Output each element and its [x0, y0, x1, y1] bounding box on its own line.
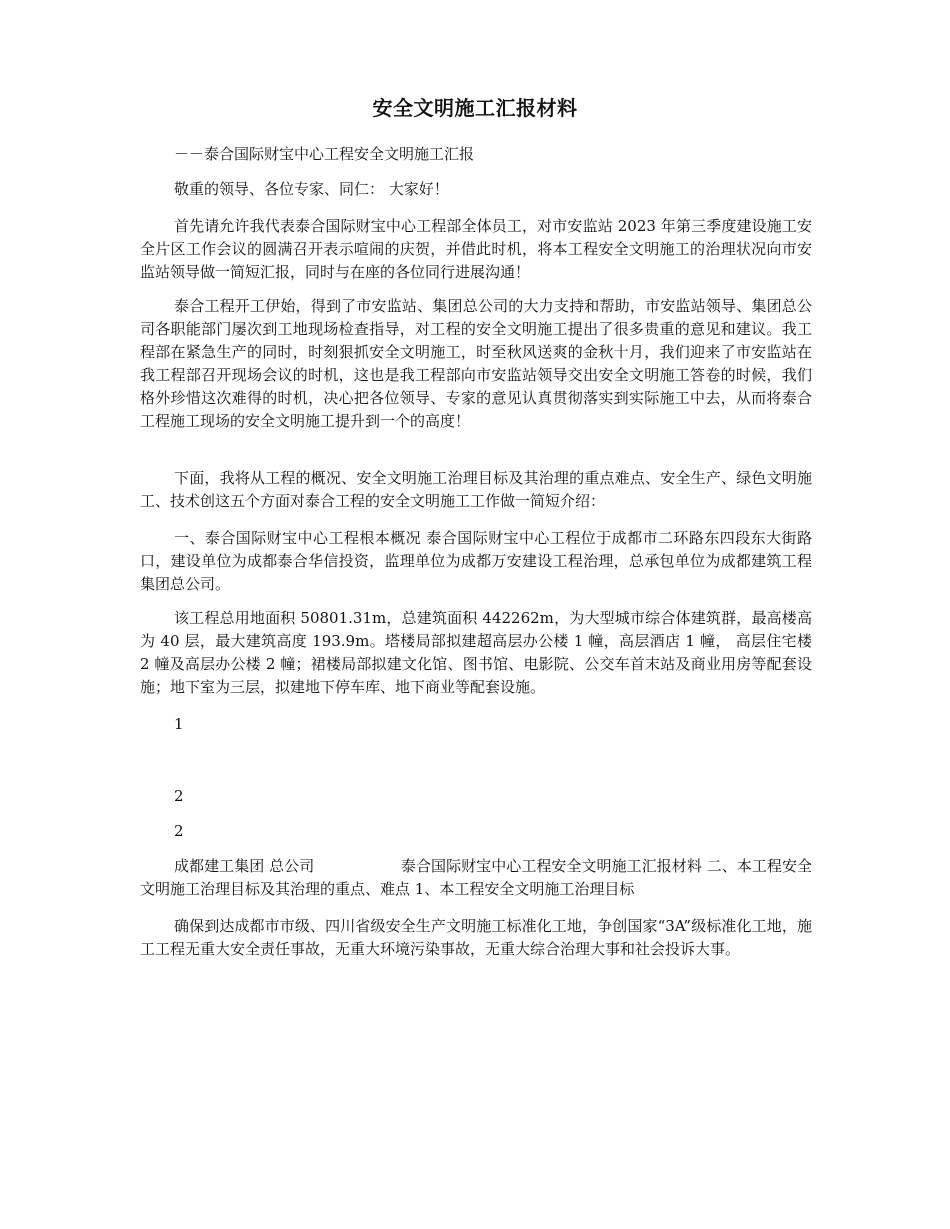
page-mark: 2: [174, 822, 184, 840]
document-title: 安全文明施工汇报材料: [372, 96, 578, 120]
paragraph-project-scale: 该工程总用地面积 50801.31m，总建筑面积 442262m，为大型城市综合体建筑群，最高楼高为 40 层，最大建筑高度 193.9m。塔楼局部拟建超高层办公楼 1 幢，高层酒店 1 幢， 高层住宅楼 2 幢及高层办公楼 2 幢；裙楼局部拟建文化馆、图书馆、电影院、公交车首末站及商业用房等配套设施；地下室为三层，拟建地下停车库、地下商业等配套设施。: [140, 609, 812, 696]
paragraph-background: 泰合工程开工伊始，得到了市安监站、集团总公司的大力支持和帮助，市安监站领导、集团总公司各职能部门屡次到工地现场检查指导，对工程的安全文明施工提出了很多贵重的意见和建议。我工程部在紧急生产的同时，时刻狠抓安全文明施工，时至秋风送爽的金秋十月，我们迎来了市安监站在我工程部召开现场会议的时机，这也是我工程部向市安监站领导交出安全文明施工答卷的时候，我们格外珍惜这次难得的时机，决心把各位领导、专家的意见认真贯彻落实到实际施工中去，从而将泰合工程施工现场的安全文明施工提升到一个的高度！: [140, 297, 812, 430]
paragraph-opening: 首先请允许我代表泰合国际财宝中心工程部全体员工，对市安监站 2023 年第三季度建设施工安全片区工作会议的圆满召开表示喧闹的庆贺，并借此时机，将本工程安全文明施工的治理状况向市安监站领导做一简短汇报，同时与在座的各位同行进展沟通！: [140, 217, 812, 281]
document-subtitle: －－泰合国际财宝中心工程安全文明施工汇报: [174, 145, 475, 163]
paragraph-overview: 一、泰合国际财宝中心工程根本概况 泰合国际财宝中心工程位于成都市二环路东四段东大街路口，建设单位为成都泰合华信投资，监理单位为成都万安建设工程治理，总承包单位为成都建筑工程集团总公司。: [140, 529, 812, 593]
section-heading-line: 成都建工集团 总公司 泰合国际财宝中心工程安全文明施工汇报材料 二、本工程安全文明施工治理目标及其治理的重点、难点 1、本工程安全文明施工治理目标: [140, 857, 812, 898]
page-mark: 2: [174, 787, 184, 805]
paragraph-outline: 下面，我将从工程的概况、安全文明施工治理目标及其治理的重点难点、安全生产、绿色文明施工、技术创这五个方面对泰合工程的安全文明施工工作做一简短介绍：: [140, 469, 812, 510]
paragraph-safety-goal: 确保到达成都市市级、四川省级安全生产文明施工标准化工地，争创国家“3A”级标准化工地，施工工程无重大安全责任事故，无重大环境污染事故，无重大综合治理大事和社会投诉大事。: [140, 917, 812, 958]
greeting: 敬重的领导、各位专家、同仁： 大家好！: [174, 180, 449, 198]
page-mark: 1: [174, 715, 184, 733]
